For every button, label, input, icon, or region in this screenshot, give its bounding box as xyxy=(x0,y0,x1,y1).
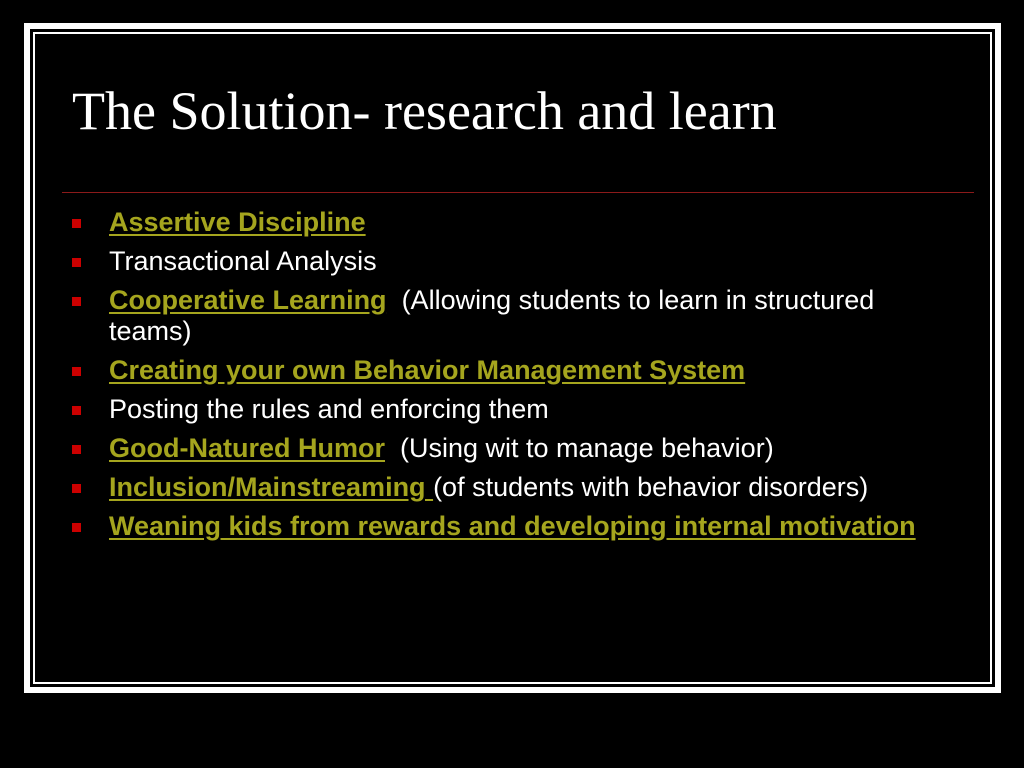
bullet-item-inclusion-mainstreaming xyxy=(72,472,952,503)
bullet-item-transactional-analysis xyxy=(72,246,952,277)
square-bullet-icon xyxy=(72,219,81,228)
link-behavior-management-system[interactable]: Creating your own Behavior Management System xyxy=(109,355,746,385)
square-bullet-icon xyxy=(72,445,81,454)
bullet-item-weaning-kids xyxy=(72,511,952,542)
link-cooperative-learning[interactable]: Cooperative Learning xyxy=(109,285,387,315)
square-bullet-icon xyxy=(72,484,81,493)
bullet-list xyxy=(72,207,952,550)
square-bullet-icon xyxy=(72,406,81,415)
link-assertive-discipline[interactable]: Assertive Discipline xyxy=(109,207,366,237)
bullet-item-posting-rules xyxy=(72,394,952,425)
bullet-text-good-natured-humor: (Using wit to manage behavior) xyxy=(385,433,774,463)
square-bullet-icon xyxy=(72,258,81,267)
square-bullet-icon xyxy=(72,367,81,376)
link-weaning-kids[interactable]: Weaning kids from rewards and developing internal motivation xyxy=(109,511,916,541)
bullet-item-assertive-discipline xyxy=(72,207,952,238)
bullet-item-behavior-management-system xyxy=(72,355,952,386)
slide-title: The Solution- research and learn xyxy=(72,81,777,141)
bullet-text-cooperative-learning: (Allowing students to learn in structured teams) xyxy=(109,285,882,346)
link-good-natured-humor[interactable]: Good-Natured Humor xyxy=(109,433,385,463)
title-divider xyxy=(62,192,974,193)
bullet-item-good-natured-humor xyxy=(72,433,952,464)
square-bullet-icon xyxy=(72,523,81,532)
bullet-text-posting-rules: Posting the rules and enforcing them xyxy=(109,394,549,424)
bullet-text-inclusion-mainstreaming: (of students with behavior disorders) xyxy=(433,472,869,502)
square-bullet-icon xyxy=(72,297,81,306)
bullet-item-cooperative-learning xyxy=(72,285,952,347)
bullet-text-transactional-analysis: Transactional Analysis xyxy=(109,246,377,276)
link-inclusion-mainstreaming[interactable]: Inclusion/Mainstreaming xyxy=(109,472,434,502)
